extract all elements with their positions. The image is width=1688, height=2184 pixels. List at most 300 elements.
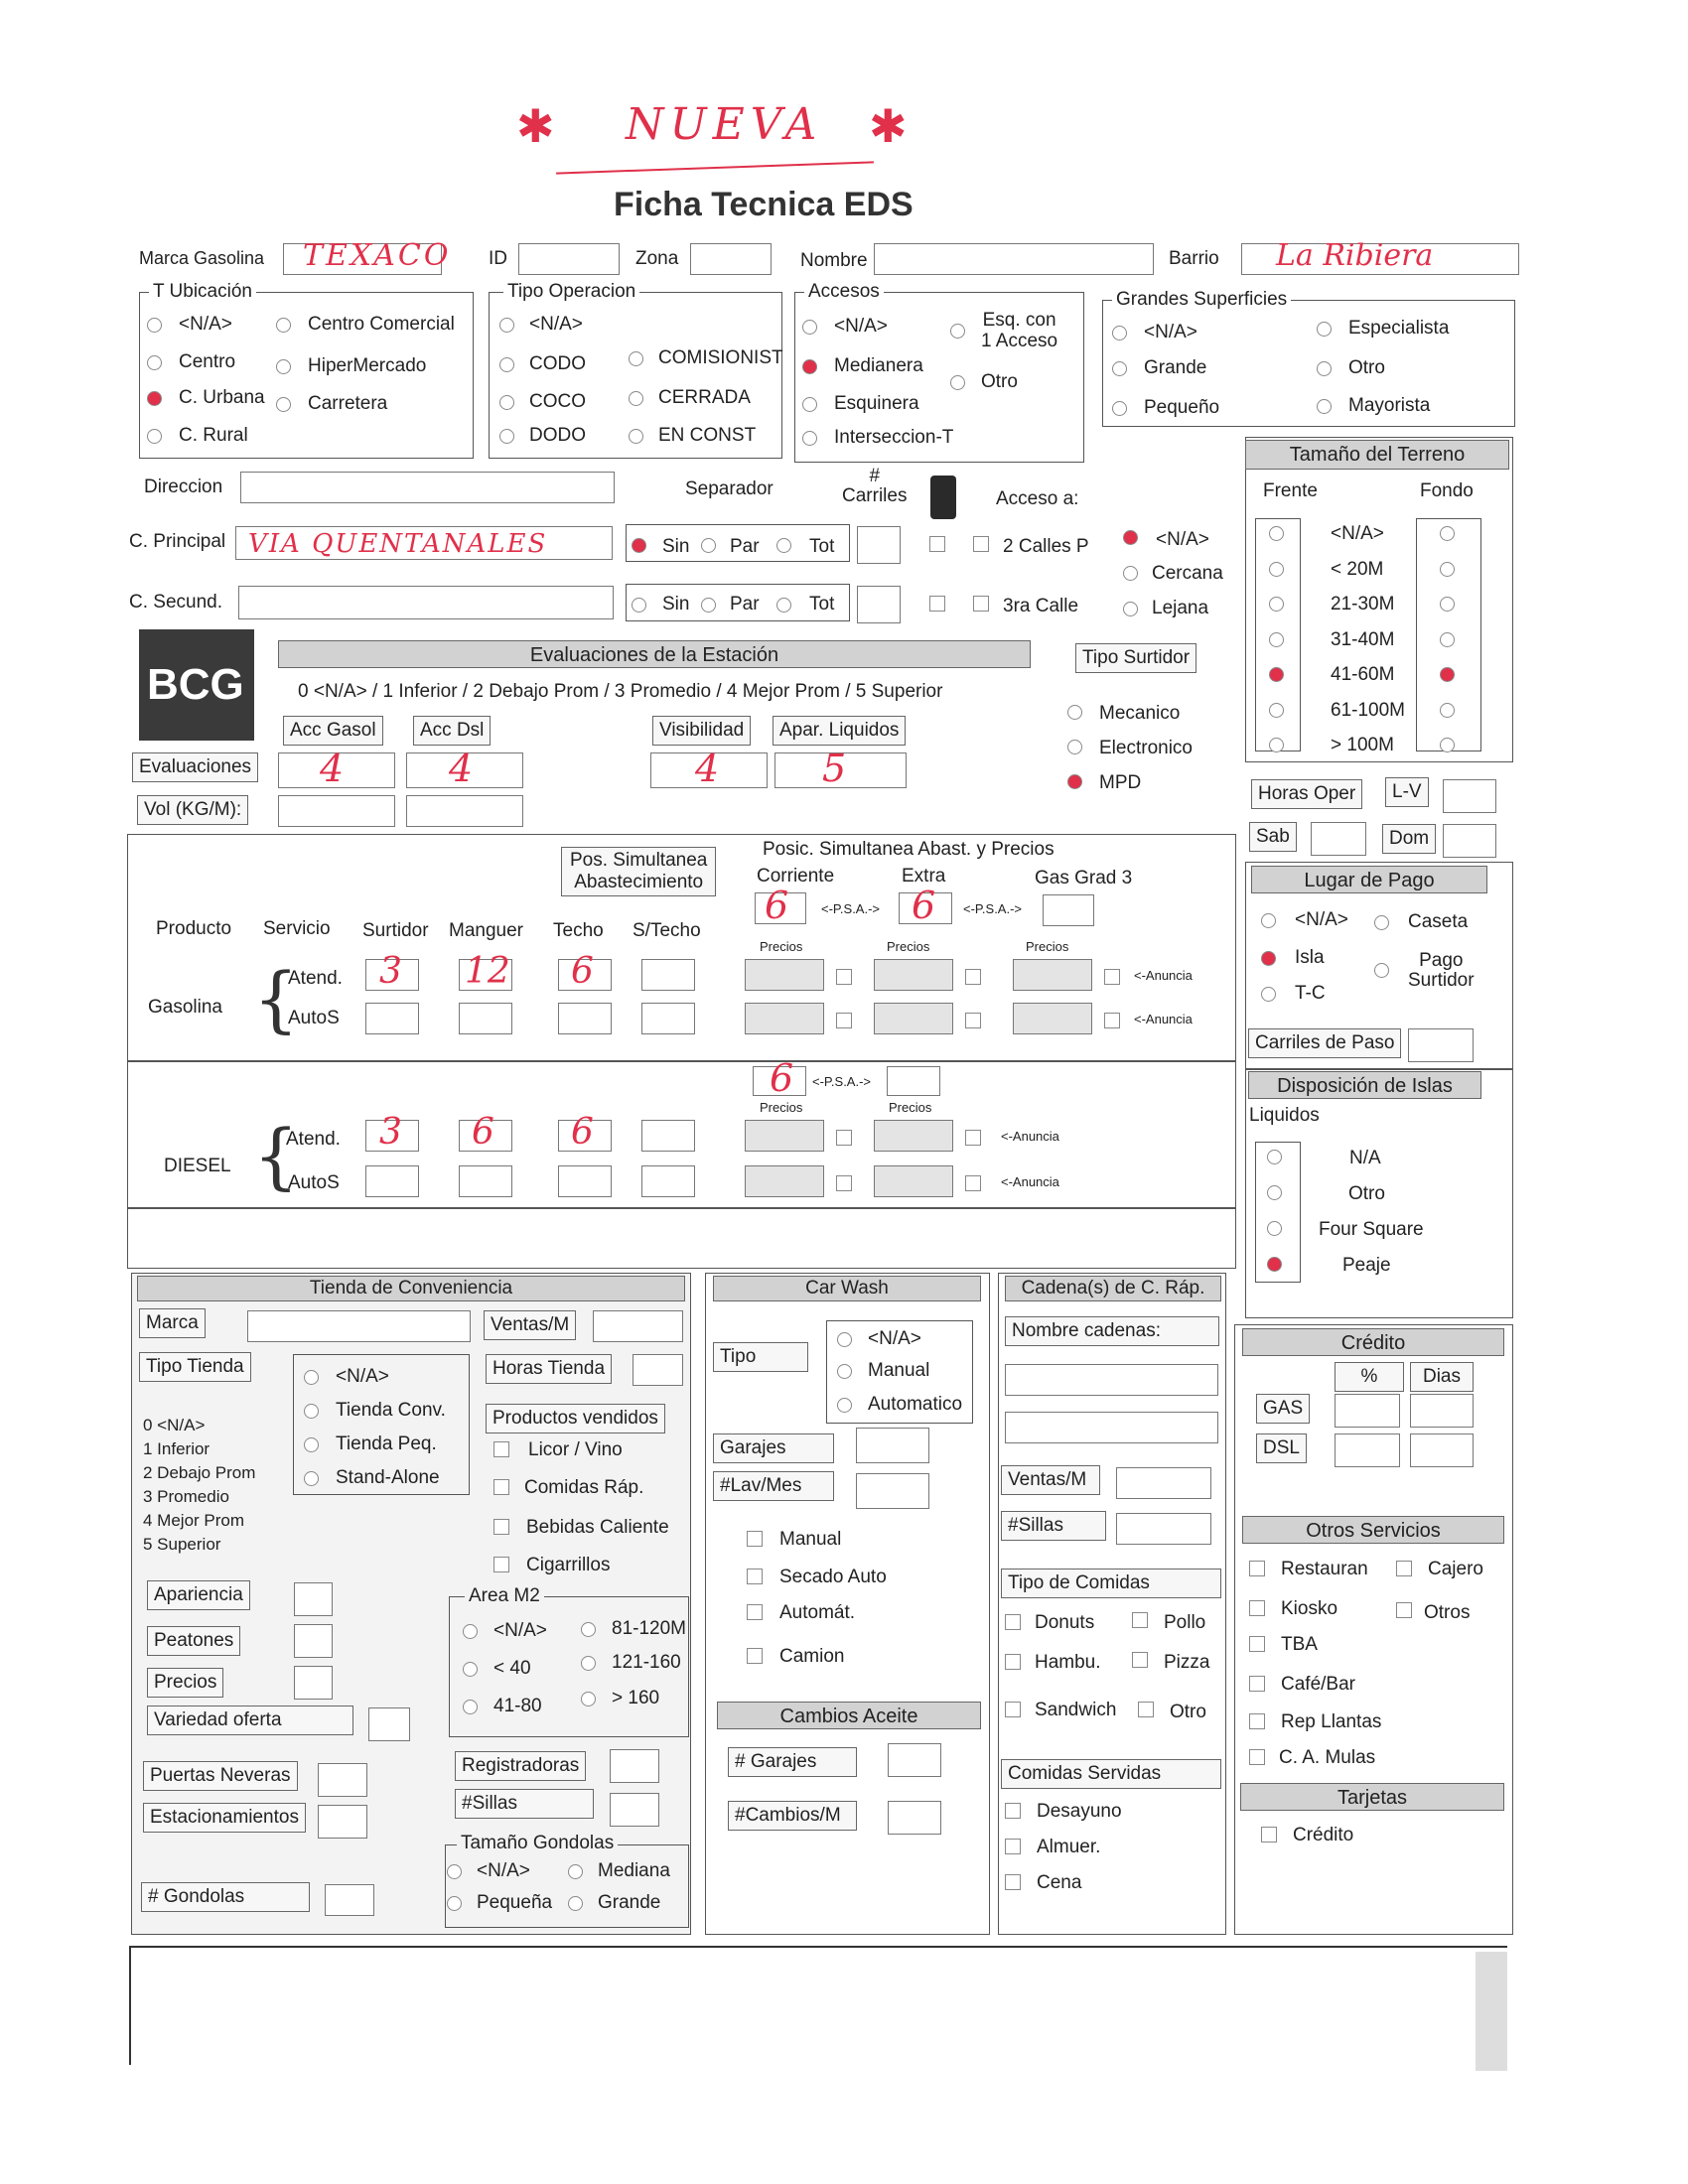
prod-bebidas-label: Bebidas Caliente xyxy=(526,1517,669,1538)
cadena-nombre-2[interactable] xyxy=(1005,1412,1218,1443)
pago-title: Lugar de Pago xyxy=(1251,866,1487,893)
dsl-autos-precio[interactable] xyxy=(874,1165,953,1197)
credito-gas-pct[interactable] xyxy=(1335,1394,1400,1428)
gas-atend-precio[interactable] xyxy=(874,959,953,991)
dsl-autos-stecho[interactable] xyxy=(641,1165,695,1197)
dsl-atend-precio[interactable] xyxy=(874,1120,953,1152)
barrio-label: Barrio xyxy=(1169,248,1219,269)
secund-tot-radio[interactable] xyxy=(776,598,791,613)
prod-comidas-check[interactable] xyxy=(493,1479,509,1495)
gas-atend-precio[interactable] xyxy=(745,959,824,991)
terreno-size-label: < 20M xyxy=(1331,558,1384,580)
apar-header: Apar. Liquidos xyxy=(773,716,906,746)
corriente-value: 6 xyxy=(765,884,789,927)
gas-autos-stecho[interactable] xyxy=(641,1003,695,1034)
otros-cajero-check[interactable] xyxy=(1396,1561,1412,1576)
carwash-secado-check[interactable] xyxy=(747,1569,763,1584)
superficies-grande-label: Grande xyxy=(1144,357,1207,378)
gondolas-field[interactable] xyxy=(325,1884,374,1916)
carwash-auto-radio[interactable] xyxy=(837,1398,852,1413)
carwash-lav-label: #Lav/Mes xyxy=(713,1471,834,1501)
accesos-esq-label: Esq. con 1 Acceso xyxy=(981,310,1058,351)
pago-tc-radio[interactable] xyxy=(1261,987,1276,1002)
serv-desayuno-label: Desayuno xyxy=(1037,1801,1122,1822)
frente-radio[interactable] xyxy=(1269,562,1284,577)
area-160-radio[interactable] xyxy=(581,1692,596,1706)
posic-label: Posic. Simultanea Abast. y Precios xyxy=(763,839,1055,860)
otros-tba-check[interactable] xyxy=(1249,1636,1265,1652)
carwash-garajes-field[interactable] xyxy=(856,1428,929,1463)
prod-cigarrillos-check[interactable] xyxy=(493,1557,509,1572)
tienda-peq-label: Tienda Peq. xyxy=(336,1433,437,1454)
frente-label: Frente xyxy=(1263,480,1318,501)
fondo-radio[interactable] xyxy=(1440,526,1455,541)
ubicacion-carretera-label: Carretera xyxy=(308,393,388,414)
accesos-na-label: <N/A> xyxy=(834,316,888,337)
dsl-autos-precio[interactable] xyxy=(745,1165,824,1197)
registradoras-field[interactable] xyxy=(610,1749,659,1783)
principal-par-radio[interactable] xyxy=(701,538,716,553)
terreno-size-label: <N/A> xyxy=(1331,523,1384,544)
secund-carriles[interactable] xyxy=(857,586,901,623)
vol-label: Vol (KG/M): xyxy=(137,795,248,825)
principal-sin-label: Sin xyxy=(662,536,690,557)
tamano-na-radio[interactable] xyxy=(447,1864,462,1879)
calles-check[interactable] xyxy=(973,536,989,552)
dom-field[interactable] xyxy=(1443,824,1496,858)
productos-vendidos-label: Productos vendidos xyxy=(486,1404,665,1433)
marca-label: Marca Gasolina xyxy=(139,248,265,268)
superficies-mayorista-radio[interactable] xyxy=(1317,399,1332,414)
islas-na-radio[interactable] xyxy=(1267,1150,1282,1164)
otros-mulas-check[interactable] xyxy=(1249,1749,1265,1765)
frente-radio[interactable] xyxy=(1269,703,1284,718)
ubicacion-centro-radio[interactable] xyxy=(147,355,162,370)
area-41-radio[interactable] xyxy=(463,1700,478,1714)
secund-par-radio[interactable] xyxy=(701,598,716,613)
variedad-field[interactable] xyxy=(368,1707,410,1741)
col-manguer: Manguer xyxy=(449,920,523,941)
nombre-field[interactable] xyxy=(874,243,1154,275)
superficies-otro-label: Otro xyxy=(1348,357,1385,378)
accesos-esq-radio[interactable] xyxy=(950,324,965,339)
dsl-atend-precio-check[interactable] xyxy=(965,1130,981,1146)
credito-title: Crédito xyxy=(1242,1328,1504,1356)
ubicacion-cc-radio[interactable] xyxy=(276,318,291,333)
fondo-label: Fondo xyxy=(1420,480,1474,501)
tienda-ventas-label: Ventas/M xyxy=(484,1310,576,1340)
tienda-marca-field[interactable] xyxy=(247,1310,471,1342)
ubicacion-rural-radio[interactable] xyxy=(147,429,162,444)
tienda-horas-label: Horas Tienda xyxy=(486,1354,612,1384)
superficies-na-label: <N/A> xyxy=(1144,322,1197,342)
surtidor-title: Tipo Surtidor xyxy=(1075,643,1196,673)
gas-autos-manguer[interactable] xyxy=(459,1003,512,1034)
tienda-ventas-field[interactable] xyxy=(593,1310,683,1342)
ubicacion-carretera-radio[interactable] xyxy=(276,397,291,412)
principal-carriles[interactable] xyxy=(857,526,901,564)
tamano-na-label: <N/A> xyxy=(477,1860,530,1881)
id-field[interactable] xyxy=(518,243,620,275)
tarjetas-title: Tarjetas xyxy=(1240,1783,1504,1811)
apariencia-field[interactable] xyxy=(294,1582,333,1616)
operacion-cerrada-radio[interactable] xyxy=(629,391,643,406)
gas-atend-precio-check[interactable] xyxy=(1104,969,1120,985)
pago-caseta-radio[interactable] xyxy=(1374,915,1389,930)
dsl-atend-precio-check[interactable] xyxy=(836,1130,852,1146)
frente-radio[interactable] xyxy=(1269,597,1284,612)
gas-atend-precio[interactable] xyxy=(1013,959,1092,991)
credito-dsl-pct[interactable] xyxy=(1335,1433,1400,1467)
peatones-field[interactable] xyxy=(294,1624,333,1658)
tienda-na-radio[interactable] xyxy=(304,1370,319,1385)
gas-atend-precio-check[interactable] xyxy=(965,969,981,985)
precios-label-1: Precios xyxy=(760,939,803,954)
superficies-pequeno-radio[interactable] xyxy=(1112,401,1127,416)
operacion-na-radio[interactable] xyxy=(499,318,514,333)
ubicacion-rural-label: C. Rural xyxy=(179,425,248,446)
area-121-radio[interactable] xyxy=(581,1656,596,1671)
gas-autos-precio-check[interactable] xyxy=(1104,1013,1120,1028)
accesos-na-radio[interactable] xyxy=(802,320,817,335)
secund-par-label: Par xyxy=(730,594,760,614)
accesos-interseccion-radio[interactable] xyxy=(802,431,817,446)
ubicacion-urbana-radio[interactable] xyxy=(147,391,162,406)
frente-radio[interactable] xyxy=(1269,526,1284,541)
ubicacion-na-label: <N/A> xyxy=(179,314,232,335)
acceso-na-radio[interactable] xyxy=(1123,530,1138,545)
credito-gas-dias[interactable] xyxy=(1410,1394,1474,1428)
direccion-field[interactable] xyxy=(240,472,615,503)
operacion-codo-label: CODO xyxy=(529,353,586,374)
secund-sin-radio[interactable] xyxy=(632,598,646,613)
principal-light-check[interactable] xyxy=(929,536,945,552)
precios-field[interactable] xyxy=(294,1666,333,1700)
tienda-scale-item: 0 <N/A> xyxy=(143,1416,206,1434)
otros-kiosko-check[interactable] xyxy=(1249,1600,1265,1616)
area-40-label: < 40 xyxy=(493,1658,531,1679)
prod-bebidas-check[interactable] xyxy=(493,1519,509,1535)
carwash-manual-check[interactable] xyxy=(747,1531,763,1547)
operacion-dodo-radio[interactable] xyxy=(499,429,514,444)
dsl-autos-precio-check[interactable] xyxy=(965,1175,981,1191)
cadena-tipo-label: Tipo de Comidas xyxy=(1001,1569,1221,1598)
acc-dsl-header: Acc Dsl xyxy=(413,716,491,746)
acceso-cercana-radio[interactable] xyxy=(1123,566,1138,581)
serv-almuer-check[interactable] xyxy=(1005,1839,1021,1854)
gas-autos-techo[interactable] xyxy=(558,1003,612,1034)
operacion-dodo-label: DODO xyxy=(529,425,586,446)
gas-atend-anuncia-label: <-Anuncia xyxy=(1134,968,1193,983)
superficies-na-radio[interactable] xyxy=(1112,326,1127,341)
fondo-radio[interactable] xyxy=(1440,597,1455,612)
fondo-radio[interactable] xyxy=(1440,562,1455,577)
comida-pollo-check[interactable] xyxy=(1132,1612,1148,1628)
pago-isla-radio[interactable] xyxy=(1261,951,1276,966)
frente-radio[interactable] xyxy=(1269,667,1284,682)
vol-acc-gasol[interactable] xyxy=(278,795,395,827)
prod-licor-check[interactable] xyxy=(493,1441,509,1457)
tienda-conv-radio[interactable] xyxy=(304,1404,319,1419)
calles-label: 2 Calles P xyxy=(1003,536,1089,557)
serv-desayuno-check[interactable] xyxy=(1005,1803,1021,1819)
carwash-auto-label: Automatico xyxy=(868,1394,963,1415)
cadena-sillas-field[interactable] xyxy=(1116,1513,1211,1545)
accesos-otro-radio[interactable] xyxy=(950,375,965,390)
cambios-title: Cambios Aceite xyxy=(717,1702,981,1729)
ubicacion-na-radio[interactable] xyxy=(147,318,162,333)
otros-llantas-check[interactable] xyxy=(1249,1713,1265,1729)
tamano-grande-radio[interactable] xyxy=(568,1896,583,1911)
carwash-tipo-label: Tipo xyxy=(713,1342,808,1372)
puertas-field[interactable] xyxy=(318,1763,367,1797)
col-servicio: Servicio xyxy=(263,918,331,939)
direccion-label: Direccion xyxy=(144,477,223,497)
pago-surtidor-radio[interactable] xyxy=(1374,963,1389,978)
gas-autos-precio[interactable] xyxy=(745,1003,824,1034)
comida-pizza-check[interactable] xyxy=(1132,1652,1148,1668)
carriles-paso-field[interactable] xyxy=(1408,1028,1474,1062)
serv-cena-check[interactable] xyxy=(1005,1874,1021,1890)
cambios-mes-label: #Cambios/M xyxy=(728,1801,857,1831)
otros-tba-label: TBA xyxy=(1281,1634,1318,1655)
otros-restauran-check[interactable] xyxy=(1249,1561,1265,1576)
dsl-autos-techo[interactable] xyxy=(558,1165,612,1197)
dsl-atend-precio[interactable] xyxy=(745,1120,824,1152)
carwash-camion-check[interactable] xyxy=(747,1648,763,1664)
diesel-precios-2: Precios xyxy=(889,1100,932,1115)
gas3-field[interactable] xyxy=(1043,894,1094,926)
diesel-psa-field-2[interactable] xyxy=(887,1066,940,1096)
notes-left-edge xyxy=(129,1946,131,2065)
comida-otro-label: Otro xyxy=(1170,1702,1206,1722)
accesos-esquinera-radio[interactable] xyxy=(802,397,817,412)
star-mark: ✱ xyxy=(516,99,555,153)
lv-field[interactable] xyxy=(1443,779,1496,813)
gas-autos-precio[interactable] xyxy=(874,1003,953,1034)
accesos-interseccion-label: Interseccion-T xyxy=(834,427,954,448)
area-81-radio[interactable] xyxy=(581,1622,596,1637)
otros-kiosko-label: Kiosko xyxy=(1281,1598,1338,1619)
pago-caseta-label: Caseta xyxy=(1408,911,1469,932)
fondo-radio[interactable] xyxy=(1440,738,1455,752)
gas3-label: Gas Grad 3 xyxy=(1035,868,1133,888)
extra-value: 6 xyxy=(912,884,936,927)
variedad-label: Variedad oferta xyxy=(147,1706,353,1735)
sab-field[interactable] xyxy=(1311,822,1366,856)
comida-otro-check[interactable] xyxy=(1138,1702,1154,1717)
tarjetas-credito-label: Crédito xyxy=(1293,1825,1354,1845)
apar-value: 5 xyxy=(822,747,847,790)
tarjetas-credito-check[interactable] xyxy=(1261,1827,1277,1843)
lv-label: L-V xyxy=(1385,777,1429,807)
superficies-especialista-radio[interactable] xyxy=(1317,322,1332,337)
accesos-medianera-label: Medianera xyxy=(834,355,923,376)
col-techo: Techo xyxy=(553,920,604,941)
evaluaciones-label: Evaluaciones xyxy=(132,752,258,782)
accesos-medianera-radio[interactable] xyxy=(802,359,817,374)
carriles-paso-label: Carriles de Paso xyxy=(1248,1028,1401,1058)
acc-gasol-value: 4 xyxy=(320,747,345,790)
notes-area[interactable] xyxy=(129,1946,1507,1948)
secund-tot-label: Tot xyxy=(809,594,835,614)
acceso-lejana-radio[interactable] xyxy=(1123,602,1138,616)
area-121-label: 121-160 xyxy=(612,1652,681,1673)
area-40-radio[interactable] xyxy=(463,1662,478,1677)
frente-radio[interactable] xyxy=(1269,738,1284,752)
eval-scale: 0 <N/A> / 1 Inferior / 2 Debajo Prom / 3 Promedio / 4 Mejor Prom / 5 Superior xyxy=(298,681,943,702)
dsl-atend-label: Atend. xyxy=(286,1129,341,1150)
dom-label: Dom xyxy=(1382,824,1436,854)
carwash-automat-check[interactable] xyxy=(747,1604,763,1620)
principal-tot-radio[interactable] xyxy=(776,538,791,553)
ubicacion-urbana-label: C. Urbana xyxy=(179,387,265,408)
separador-label: Separador xyxy=(685,478,774,499)
cadena-ventas-field[interactable] xyxy=(1116,1467,1211,1499)
gasolina-label: Gasolina xyxy=(148,997,222,1018)
liquidos-label: Liquidos xyxy=(1249,1105,1320,1126)
principal-value: VIA QUENTANALES xyxy=(248,529,548,559)
dsl-autos-label: AutoS xyxy=(288,1172,340,1193)
surtidor-electronico-label: Electronico xyxy=(1099,738,1193,758)
comida-donuts-check[interactable] xyxy=(1005,1614,1021,1630)
dsl-autos-surtidor[interactable] xyxy=(365,1165,419,1197)
comida-pizza-label: Pizza xyxy=(1164,1652,1210,1673)
terreno-title: Tamaño del Terreno xyxy=(1245,440,1509,470)
prod-cigarrillos-label: Cigarrillos xyxy=(526,1555,611,1575)
acceso-a-label: Acceso a: xyxy=(996,488,1079,509)
page-title: Ficha Tecnica EDS xyxy=(614,186,914,223)
gas-manguer-value: 12 xyxy=(465,951,510,992)
dsl-techo-value: 6 xyxy=(571,1112,594,1153)
tamano-grande-label: Grande xyxy=(598,1892,661,1913)
secund-light-check[interactable] xyxy=(929,596,945,612)
islas-otro-radio[interactable] xyxy=(1267,1185,1282,1200)
registradoras-label: Registradoras xyxy=(455,1751,586,1781)
psa-1: <-P.S.A.-> xyxy=(821,901,881,916)
zona-field[interactable] xyxy=(690,243,772,275)
islas-peaje-radio[interactable] xyxy=(1267,1257,1282,1272)
surtidor-mecanico-radio[interactable] xyxy=(1067,705,1082,720)
superficies-grande-radio[interactable] xyxy=(1112,361,1127,376)
frente-radio[interactable] xyxy=(1269,632,1284,647)
fondo-radio[interactable] xyxy=(1440,667,1455,682)
gas-autos-surtidor[interactable] xyxy=(365,1003,419,1034)
psa-2: <-P.S.A.-> xyxy=(963,901,1023,916)
tamano-mediana-radio[interactable] xyxy=(568,1864,583,1879)
principal-sin-radio[interactable] xyxy=(632,538,646,553)
operacion-codo-radio[interactable] xyxy=(499,357,514,372)
cadena-sillas-label: #Sillas xyxy=(1001,1511,1106,1541)
islas-foursquare-label: Four Square xyxy=(1319,1219,1424,1240)
surtidor-mpd-radio[interactable] xyxy=(1067,774,1082,789)
secund-field[interactable] xyxy=(238,586,614,619)
tamano-pequena-radio[interactable] xyxy=(447,1896,462,1911)
vol-acc-dsl[interactable] xyxy=(406,795,523,827)
terreno-size-label: 31-40M xyxy=(1331,628,1395,650)
credito-dsl-dias[interactable] xyxy=(1410,1433,1474,1467)
dsl-atend-stecho[interactable] xyxy=(641,1120,695,1152)
notes-scrollbar[interactable] xyxy=(1476,1952,1507,2071)
diesel-label: DIESEL xyxy=(164,1156,231,1176)
operacion-const-radio[interactable] xyxy=(629,429,643,444)
area-na-radio[interactable] xyxy=(463,1624,478,1639)
dsl-autos-manguer[interactable] xyxy=(459,1165,512,1197)
gas-autos-precio-check[interactable] xyxy=(965,1013,981,1028)
tienda-scale-item: 2 Debajo Prom xyxy=(143,1463,256,1482)
otros-llantas-label: Rep Llantas xyxy=(1281,1711,1382,1732)
dsl-autos-anuncia-label: <-Anuncia xyxy=(1001,1174,1059,1189)
credito-pct-label: % xyxy=(1335,1362,1404,1392)
ubicacion-hiper-radio[interactable] xyxy=(276,359,291,374)
comida-sandwich-check[interactable] xyxy=(1005,1702,1021,1717)
gas-autos-precio-check[interactable] xyxy=(836,1013,852,1028)
otros-mulas-label: C. A. Mulas xyxy=(1279,1747,1376,1768)
tienda-stand-radio[interactable] xyxy=(304,1471,319,1486)
diesel-brace: { xyxy=(253,1114,299,1197)
gas-atend-precio-check[interactable] xyxy=(836,969,852,985)
area-41-label: 41-80 xyxy=(493,1696,542,1716)
cambios-mes-field[interactable] xyxy=(888,1801,941,1835)
handwritten-note-nueva: NUEVA xyxy=(626,99,823,150)
surtidor-electronico-radio[interactable] xyxy=(1067,740,1082,754)
carwash-manual-radio[interactable] xyxy=(837,1364,852,1379)
otros-otros-check[interactable] xyxy=(1396,1602,1412,1618)
visibilidad-value: 4 xyxy=(695,747,720,790)
pos-sim-label: Pos. Simultanea Abastecimiento xyxy=(561,847,716,896)
ubicacion-cc-label: Centro Comercial xyxy=(308,314,455,335)
tienda-horas-field[interactable] xyxy=(633,1354,683,1386)
operacion-comisionist-radio[interactable] xyxy=(629,351,643,366)
ubicacion-centro-label: Centro xyxy=(179,351,236,372)
pago-na-label: <N/A> xyxy=(1295,909,1348,930)
diesel-precios-1: Precios xyxy=(760,1100,803,1115)
tienda-scale-item: 1 Inferior xyxy=(143,1439,211,1458)
precios-label-3: Precios xyxy=(1026,939,1069,954)
acc-dsl-value: 4 xyxy=(449,747,474,790)
operacion-coco-radio[interactable] xyxy=(499,395,514,410)
superficies-otro-radio[interactable] xyxy=(1317,361,1332,376)
cadena-nombre-1[interactable] xyxy=(1005,1364,1218,1396)
tienda-na-label: <N/A> xyxy=(336,1366,389,1387)
prod-licor-label: Licor / Vino xyxy=(528,1439,623,1460)
tienda-stand-label: Stand-Alone xyxy=(336,1467,440,1488)
comida-hambu-label: Hambu. xyxy=(1035,1652,1101,1673)
comida-donuts-label: Donuts xyxy=(1035,1612,1095,1633)
fondo-radio[interactable] xyxy=(1440,632,1455,647)
tamano-pequena-label: Pequeña xyxy=(477,1892,553,1913)
tienda-sillas-field[interactable] xyxy=(610,1793,659,1827)
carwash-na-radio[interactable] xyxy=(837,1332,852,1347)
gas-autos-precio[interactable] xyxy=(1013,1003,1092,1034)
pago-na-radio[interactable] xyxy=(1261,913,1276,928)
secund-sin-label: Sin xyxy=(662,594,690,614)
calle3-check[interactable] xyxy=(973,596,989,612)
cambios-garajes-field[interactable] xyxy=(888,1743,941,1777)
comida-hambu-check[interactable] xyxy=(1005,1654,1021,1670)
carwash-lav-field[interactable] xyxy=(856,1473,929,1509)
estac-field[interactable] xyxy=(318,1805,367,1839)
fondo-radio[interactable] xyxy=(1440,703,1455,718)
dsl-autos-precio-check[interactable] xyxy=(836,1175,852,1191)
traffic-light-icon xyxy=(930,476,956,519)
gas-atend-stecho[interactable] xyxy=(641,959,695,991)
comida-pollo-label: Pollo xyxy=(1164,1612,1206,1633)
islas-foursquare-radio[interactable] xyxy=(1267,1221,1282,1236)
tienda-peq-radio[interactable] xyxy=(304,1437,319,1452)
otros-cafe-label: Café/Bar xyxy=(1281,1674,1355,1695)
otros-cafe-check[interactable] xyxy=(1249,1676,1265,1692)
